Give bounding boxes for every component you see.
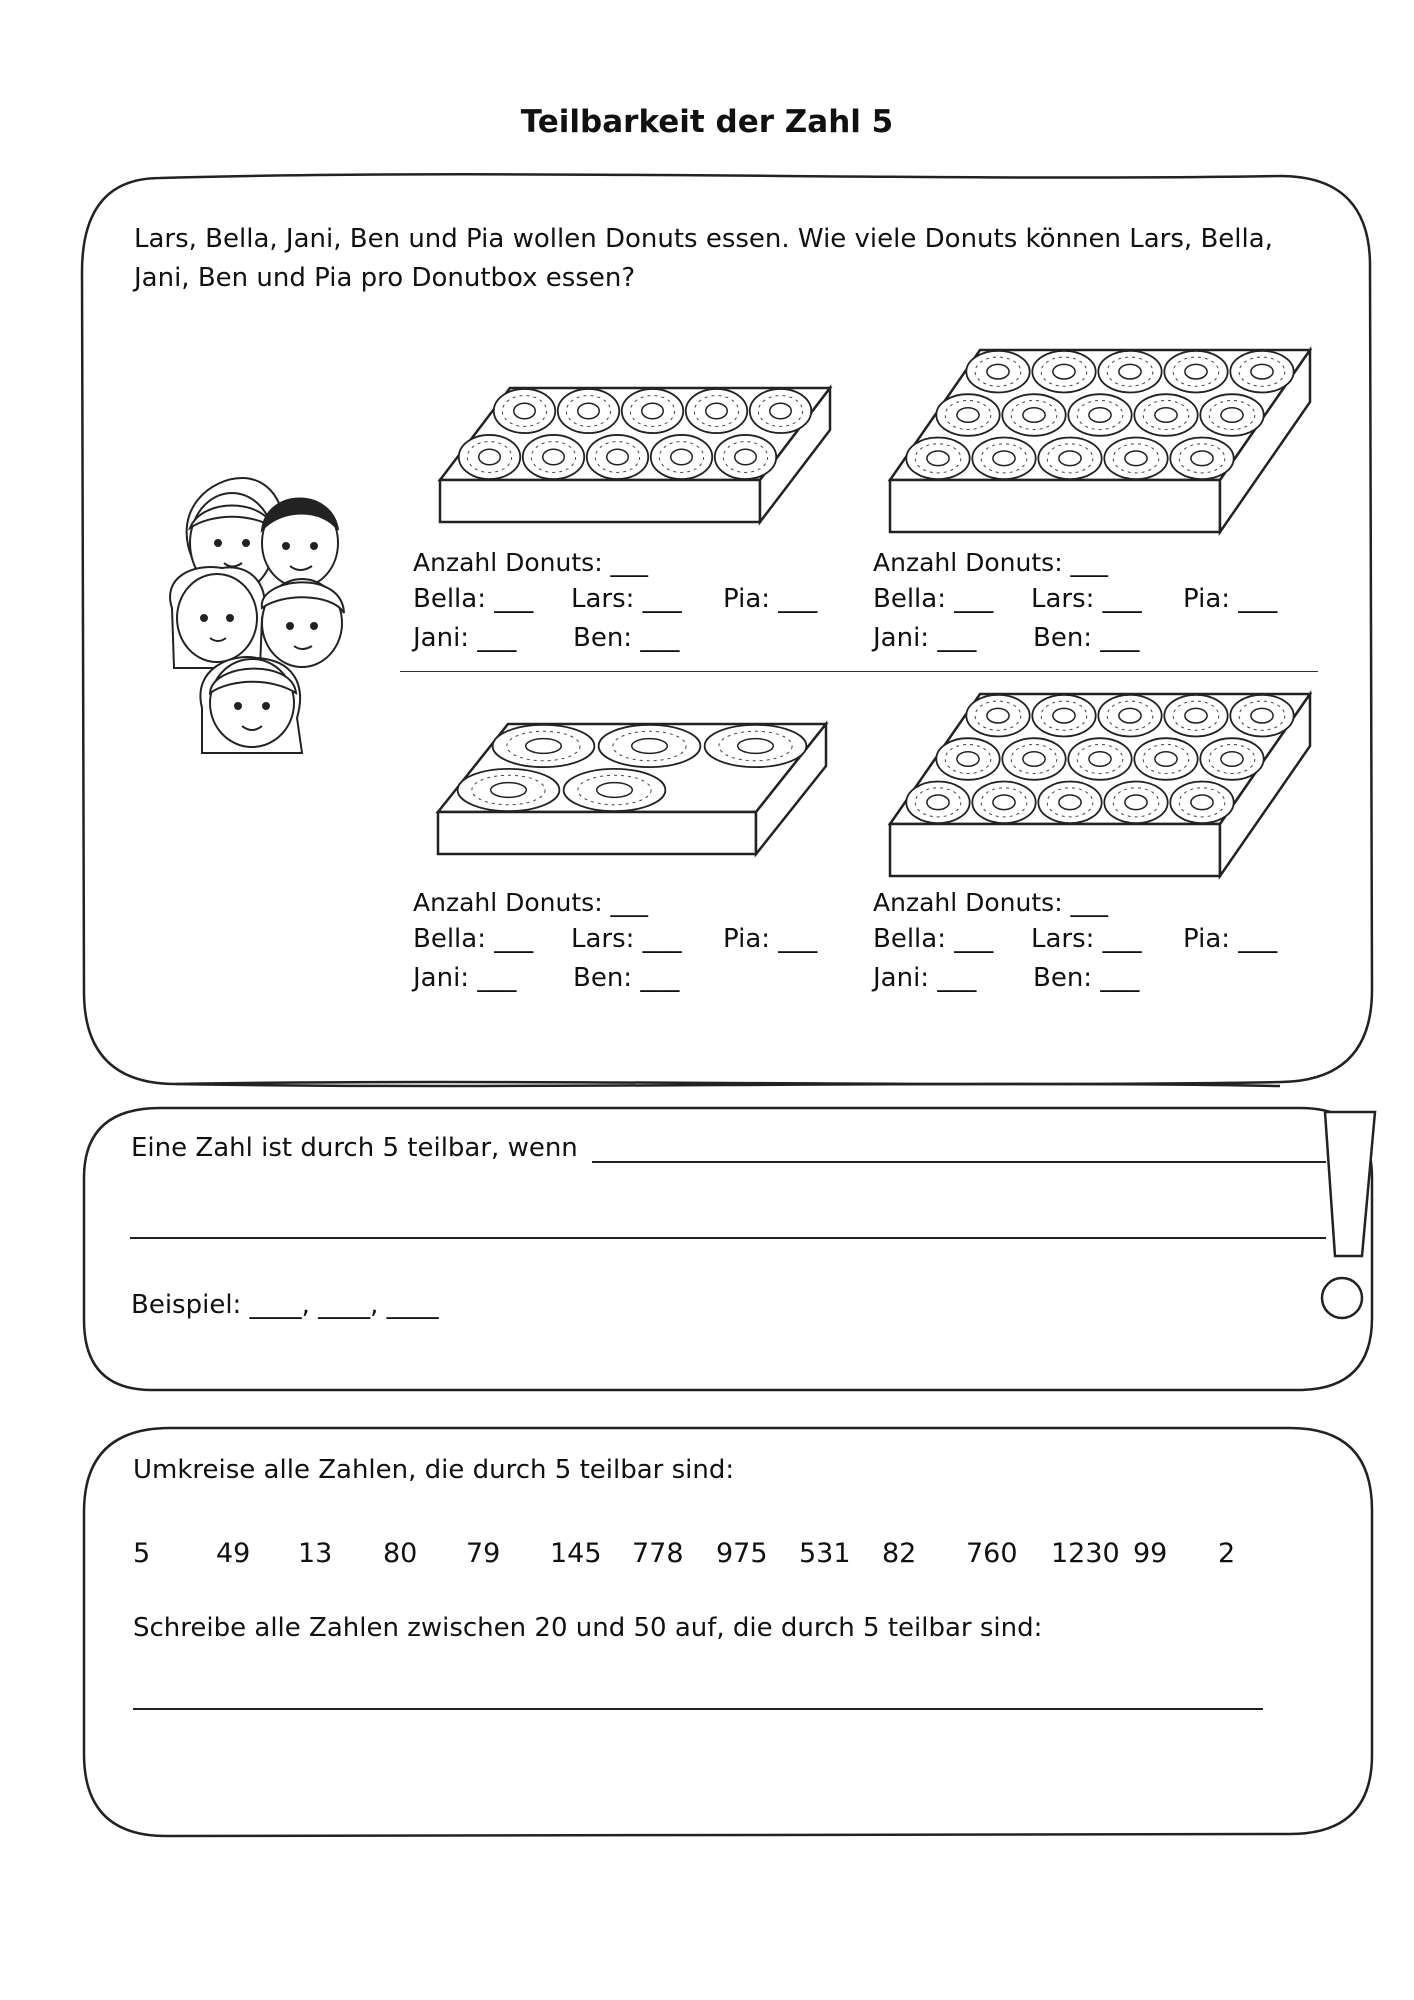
box4-jani: Jani: ___ <box>873 963 977 993</box>
box2-lars: Lars: ___ <box>1031 584 1142 614</box>
donut-hole <box>957 752 979 767</box>
box1-lars: Lars: ___ <box>571 584 682 614</box>
box2-bella: Bella: ___ <box>873 584 994 614</box>
number-item[interactable]: 778 <box>632 1538 684 1569</box>
number-item[interactable]: 760 <box>966 1538 1018 1569</box>
donut-hole <box>1191 795 1213 810</box>
donut-hole <box>770 403 792 418</box>
box3-anzahl: Anzahl Donuts: ___ <box>413 888 649 917</box>
box4-ben: Ben: ___ <box>1033 963 1140 993</box>
box4-lars: Lars: ___ <box>1031 924 1142 954</box>
box1-ben: Ben: ___ <box>573 623 680 653</box>
donut-hole <box>1185 364 1207 379</box>
box3-bella: Bella: ___ <box>413 924 534 954</box>
box3-jani: Jani: ___ <box>413 963 517 993</box>
task2-instruction2: Schreibe alle Zahlen zwischen 20 und 50 auf, die durch 5 teilbar sind: <box>133 1613 1043 1643</box>
donut-hole <box>1251 708 1273 723</box>
box4-bella: Bella: ___ <box>873 924 994 954</box>
number-item[interactable]: 99 <box>1133 1538 1168 1569</box>
box4-anzahl: Anzahl Donuts: ___ <box>873 888 1109 917</box>
donut-hole <box>543 449 565 464</box>
rule-answer-line-1[interactable] <box>592 1161 1326 1163</box>
box1-jani: Jani: ___ <box>413 623 517 653</box>
donut-hole <box>706 403 728 418</box>
box4-pia: Pia: ___ <box>1183 924 1278 954</box>
donut-hole <box>957 408 979 423</box>
donut-hole <box>1251 364 1273 379</box>
number-item[interactable]: 82 <box>882 1538 917 1569</box>
box1-bella: Bella: ___ <box>413 584 534 614</box>
donut-hole <box>491 783 527 798</box>
donut-hole <box>671 449 693 464</box>
donut-hole <box>1155 408 1177 423</box>
donut-hole <box>1155 752 1177 767</box>
divider <box>400 671 1318 672</box>
donut-box-4 <box>880 684 1320 884</box>
task1-intro-line1: Lars, Bella, Jani, Ben und Pia wollen Donuts essen. Wie viele Donuts können Lars, Bella, <box>134 224 1273 254</box>
donut-hole <box>479 449 501 464</box>
donut-box-2 <box>880 340 1320 540</box>
donut-hole <box>1119 364 1141 379</box>
donut-hole <box>642 403 664 418</box>
donut-hole <box>735 449 757 464</box>
number-item[interactable]: 79 <box>466 1538 501 1569</box>
donut-box-1 <box>430 370 850 530</box>
donut-hole <box>993 451 1015 466</box>
donut-hole <box>1185 708 1207 723</box>
donut-hole <box>1023 752 1045 767</box>
donut-hole <box>1191 451 1213 466</box>
donut-hole <box>1089 408 1111 423</box>
donut-hole <box>1125 451 1147 466</box>
donut-hole <box>1125 795 1147 810</box>
number-item[interactable]: 2 <box>1218 1538 1236 1569</box>
donut-hole <box>993 795 1015 810</box>
box2-ben: Ben: ___ <box>1033 623 1140 653</box>
task2-instruction: Umkreise alle Zahlen, die durch 5 teilbar sind: <box>133 1455 735 1485</box>
box2-anzahl: Anzahl Donuts: ___ <box>873 548 1109 577</box>
donut-hole <box>1059 795 1081 810</box>
page-title: Teilbarkeit der Zahl 5 <box>520 104 894 140</box>
number-item[interactable]: 145 <box>550 1538 602 1569</box>
rule-example: Beispiel: ____, ____, ____ <box>131 1290 439 1320</box>
number-item[interactable]: 1230 <box>1051 1538 1120 1569</box>
children-faces-illustration <box>162 468 382 758</box>
task1-intro-line2: Jani, Ben und Pia pro Donutbox essen? <box>134 263 636 293</box>
number-item[interactable]: 5 <box>133 1538 151 1569</box>
donut-hole <box>1221 408 1243 423</box>
donut-hole <box>1221 752 1243 767</box>
box1-pia: Pia: ___ <box>723 584 818 614</box>
number-item[interactable]: 531 <box>799 1538 851 1569</box>
box2-jani: Jani: ___ <box>873 623 977 653</box>
box1-anzahl: Anzahl Donuts: ___ <box>413 548 649 577</box>
number-item[interactable]: 975 <box>716 1538 768 1569</box>
donut-hole <box>1059 451 1081 466</box>
donut-hole <box>927 795 949 810</box>
donut-hole <box>987 364 1009 379</box>
donut-hole <box>597 783 633 798</box>
number-item[interactable]: 13 <box>298 1538 333 1569</box>
donut-hole <box>927 451 949 466</box>
donut-hole <box>1023 408 1045 423</box>
donut-hole <box>578 403 600 418</box>
donut-hole <box>1119 708 1141 723</box>
donut-hole <box>514 403 536 418</box>
donut-hole <box>987 708 1009 723</box>
donut-hole <box>632 739 668 754</box>
box3-pia: Pia: ___ <box>723 924 818 954</box>
donut-hole <box>1053 708 1075 723</box>
box3-lars: Lars: ___ <box>571 924 682 954</box>
donut-hole <box>526 739 562 754</box>
number-item[interactable]: 49 <box>216 1538 251 1569</box>
rule-answer-line-2[interactable] <box>130 1237 1326 1239</box>
donut-hole <box>607 449 629 464</box>
rule-text: Eine Zahl ist durch 5 teilbar, wenn <box>131 1133 578 1163</box>
number-item[interactable]: 80 <box>383 1538 418 1569</box>
box3-ben: Ben: ___ <box>573 963 680 993</box>
donut-box-3 <box>428 712 848 872</box>
donut-hole <box>1053 364 1075 379</box>
donut-hole <box>738 739 774 754</box>
donut-hole <box>1089 752 1111 767</box>
box2-pia: Pia: ___ <box>1183 584 1278 614</box>
task2-answer-line[interactable] <box>133 1708 1263 1710</box>
